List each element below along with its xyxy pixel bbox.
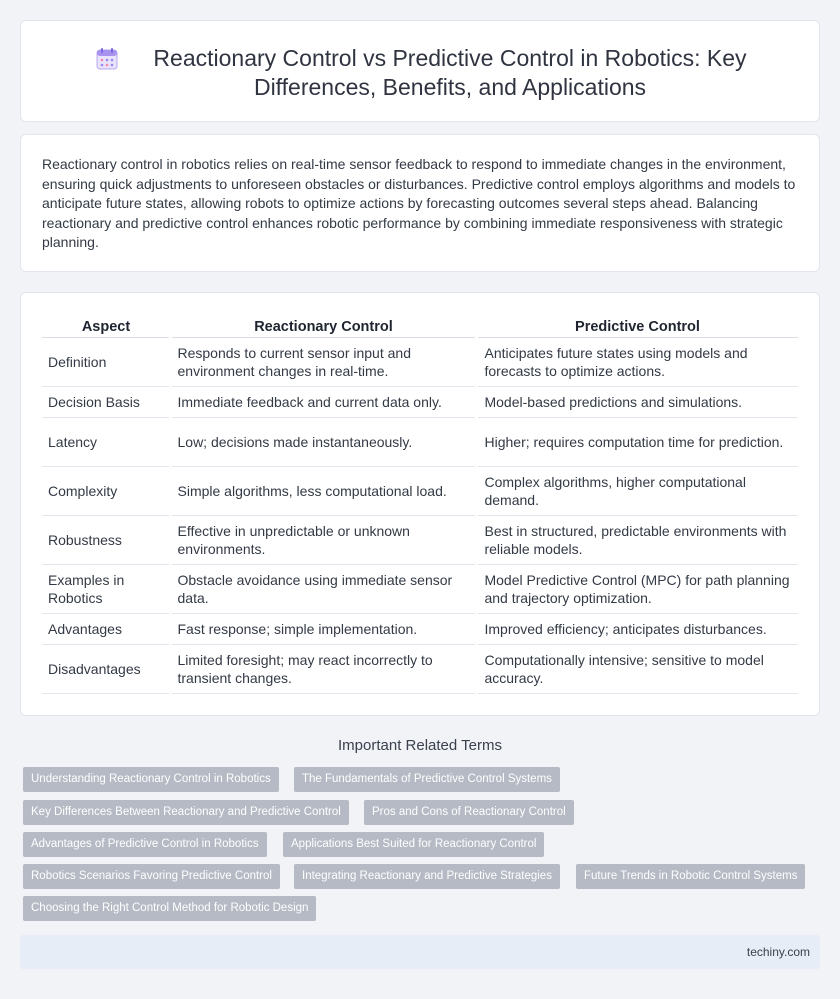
related-tag[interactable]: Advantages of Predictive Control in Robotics [23,832,267,857]
cell-aspect: Definition [42,337,170,386]
footer-site-link[interactable]: techiny.com [746,945,810,959]
cell-reactionary: Immediate feedback and current data only. [170,386,477,417]
related-tag[interactable]: Applications Best Suited for Reactionary Control [283,832,544,857]
cell-predictive: Model-based predictions and simulations. [477,386,798,417]
comparison-table [42,315,798,694]
page-title: Reactionary Control vs Predictive Control in Robotics: Key Differences, Benefits, and Applications [153,45,747,100]
related-tag[interactable]: Robotics Scenarios Favoring Predictive Control [23,864,280,889]
table-row [42,466,798,515]
cell-reactionary: Responds to current sensor input and environment changes in real-time. [170,337,477,386]
footer [20,935,820,969]
cell-aspect: Disadvantages [42,644,170,693]
table-row [42,613,798,644]
related-tag[interactable]: Key Differences Between Reactionary and Predictive Control [23,800,349,825]
cell-aspect: Examples in Robotics [42,564,170,613]
cell-aspect: Complexity [42,466,170,515]
cell-reactionary: Effective in unpredictable or unknown environments. [170,515,477,564]
table-header-row [42,315,798,337]
cell-predictive: Higher; requires computation time for prediction. [477,417,798,466]
header-reactionary: Reactionary Control [170,315,477,337]
cell-reactionary: Fast response; simple implementation. [170,613,477,644]
related-tag[interactable]: The Fundamentals of Predictive Control Systems [294,767,560,792]
cell-predictive: Best in structured, predictable environments with reliable models. [477,515,798,564]
title-card [20,20,820,122]
cell-reactionary: Limited foresight; may react incorrectly to transient changes. [170,644,477,693]
cell-predictive: Model Predictive Control (MPC) for path planning and trajectory optimization. [477,564,798,613]
table-row [42,644,798,693]
related-tag[interactable]: Future Trends in Robotic Control Systems [576,864,805,889]
cell-predictive: Anticipates future states using models and forecasts to optimize actions. [477,337,798,386]
cell-reactionary: Simple algorithms, less computational load. [170,466,477,515]
cell-predictive: Computationally intensive; sensitive to model accuracy. [477,644,798,693]
table-row [42,515,798,564]
cell-aspect: Latency [42,417,170,466]
related-tag[interactable]: Understanding Reactionary Control in Robotics [23,767,279,792]
header-predictive: Predictive Control [477,315,798,337]
intro-paragraph: Reactionary control in robotics relies on real-time sensor feedback to respond to immediate changes in the environment, ensuring quick adjustments to unforeseen obstacles or disturbances. Predictive control employs algorithms and models to anticipate future states, allowing robots to optimize actions by forecasting outcomes several steps ahead. Balancing reactionary and predictive control enhances robotic performance by combining immediate responsiveness with strategic planning. [42,156,796,250]
related-tag[interactable]: Choosing the Right Control Method for Robotic Design [23,896,316,921]
cell-aspect: Decision Basis [42,386,170,417]
cell-reactionary: Low; decisions made instantaneously. [170,417,477,466]
cell-reactionary: Obstacle avoidance using immediate sensor data. [170,564,477,613]
related-tag[interactable]: Integrating Reactionary and Predictive Strategies [294,864,560,889]
cell-aspect: Advantages [42,613,170,644]
cell-predictive: Improved efficiency; anticipates disturbances. [477,613,798,644]
related-terms-title: Important Related Terms [338,737,502,754]
cell-predictive: Complex algorithms, higher computational demand. [477,466,798,515]
table-row [42,564,798,613]
table-row [42,386,798,417]
related-tag[interactable]: Pros and Cons of Reactionary Control [364,800,574,825]
header-aspect: Aspect [42,315,170,337]
table-row [42,337,798,386]
table-row [42,417,798,466]
cell-aspect: Robustness [42,515,170,564]
comparison-table-card [20,292,820,716]
intro-card [20,134,820,272]
